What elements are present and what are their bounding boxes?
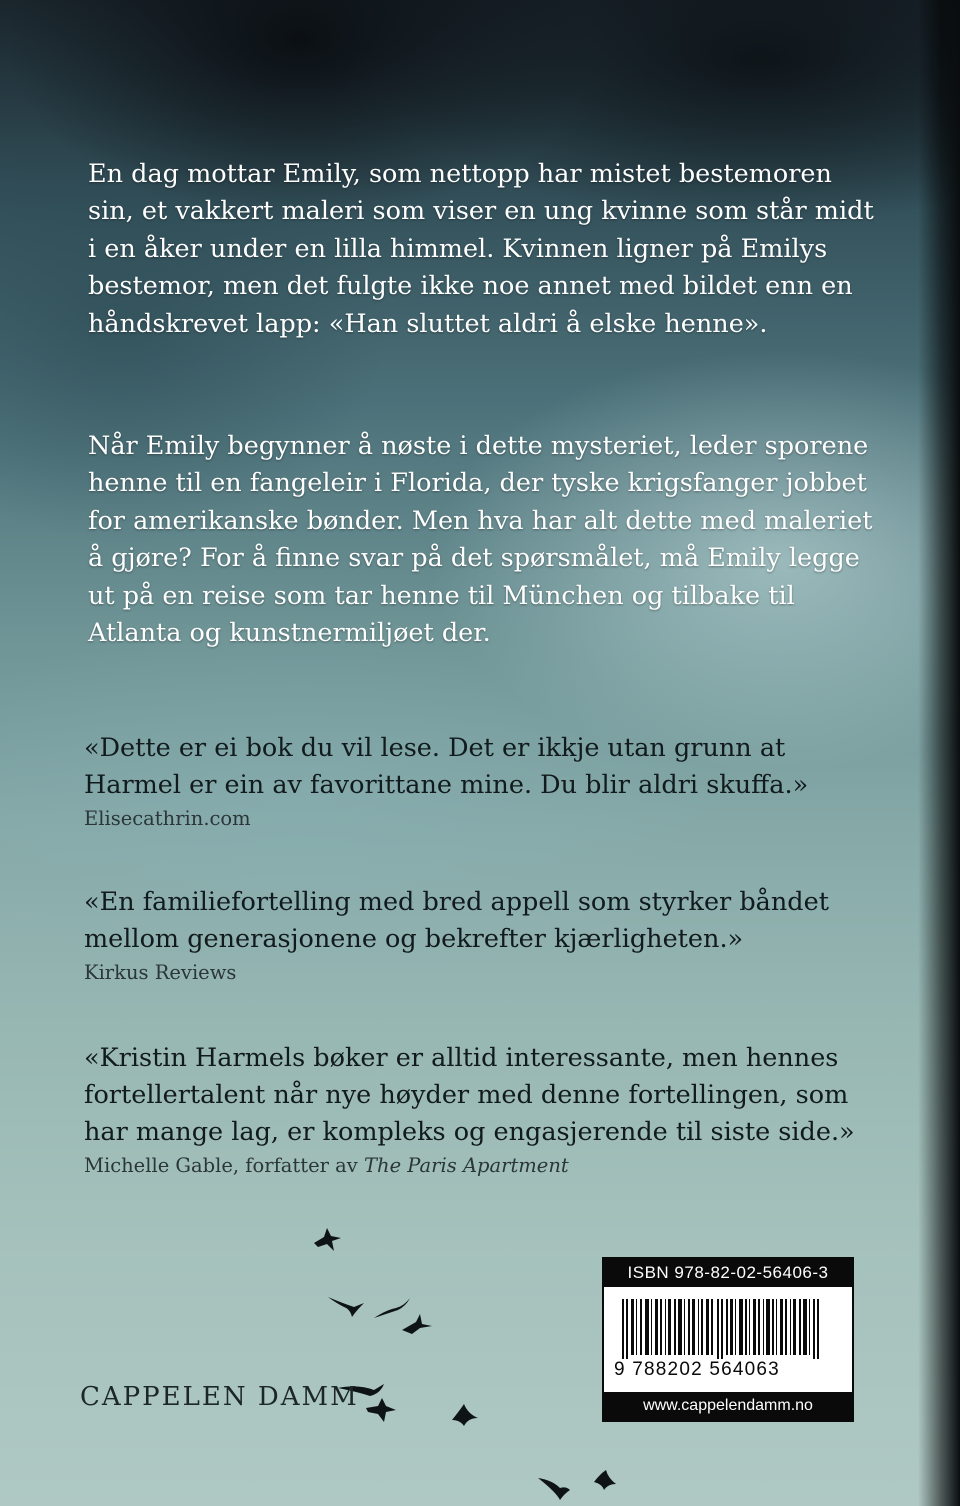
publisher-url: www.cappelendamm.no (604, 1392, 852, 1420)
isbn-label: ISBN 978-82-02-56406-3 (604, 1259, 852, 1287)
review-quote: «En familiefortelling med bred appell som styrker båndet mellom generasjonene og bekrefter kjærligheten.» (84, 887, 829, 954)
bird-icon (314, 1228, 341, 1251)
review-source: Kirkus Reviews (84, 961, 237, 984)
review-quote: «Dette er ei bok du vil lese. Det er ikkje utan grunn at Harmel er ein av favorittane mine. Du blir aldri skuffa.» (84, 733, 809, 800)
review-quote: «Kristin Harmels bøker er alltid interessante, men hennes fortellertalent når nye høyder med denne fortellingen, som har mange lag, er kompleks og engasjerende til siste side.» (84, 1043, 855, 1147)
barcode-icon (622, 1299, 836, 1363)
review-source-author: Michelle Gable, forfatter av (84, 1154, 364, 1177)
bird-icon (402, 1314, 432, 1334)
bird-icon (538, 1478, 570, 1500)
bird-icon (594, 1470, 616, 1490)
review-source: Elisecathrin.com (84, 807, 251, 830)
bird-icon (374, 1298, 410, 1318)
blurb-paragraph-2: Når Emily begynner å nøste i dette mysteriet, leder sporene henne til en fangeleir i Florida, der tyske krigsfanger jobbet for amerikanske bønder. Men hva har alt dette med maleriet å gjøre? For å finne svar på det spørsmålet, må Emily legge ut på en reise som tar henne til München og tilbake til Atlanta og kunstnermiljøet der. (88, 431, 873, 649)
isbn-barcode-box (602, 1257, 854, 1422)
blurb-paragraph-1: En dag mottar Emily, som nettopp har mistet bestemoren sin, et vakkert maleri som viser en ung kvinne som står midt i en åker under en lilla himmel. Kvinnen ligner på Emilys bestemor, men det fulgte ikke noe annet med bildet enn en håndskrevet lapp: «Han sluttet aldri å elske henne». (88, 159, 874, 339)
publisher-logo: CAPPELEN DAMM (80, 1382, 359, 1412)
bird-icon (328, 1297, 364, 1317)
barcode-digits: 9 788202 564063 (614, 1359, 844, 1381)
bird-icon (366, 1398, 396, 1422)
review-source-book-title: The Paris Apartment (364, 1154, 569, 1177)
cover-spine-edge (918, 0, 960, 1506)
bird-icon (452, 1404, 478, 1426)
